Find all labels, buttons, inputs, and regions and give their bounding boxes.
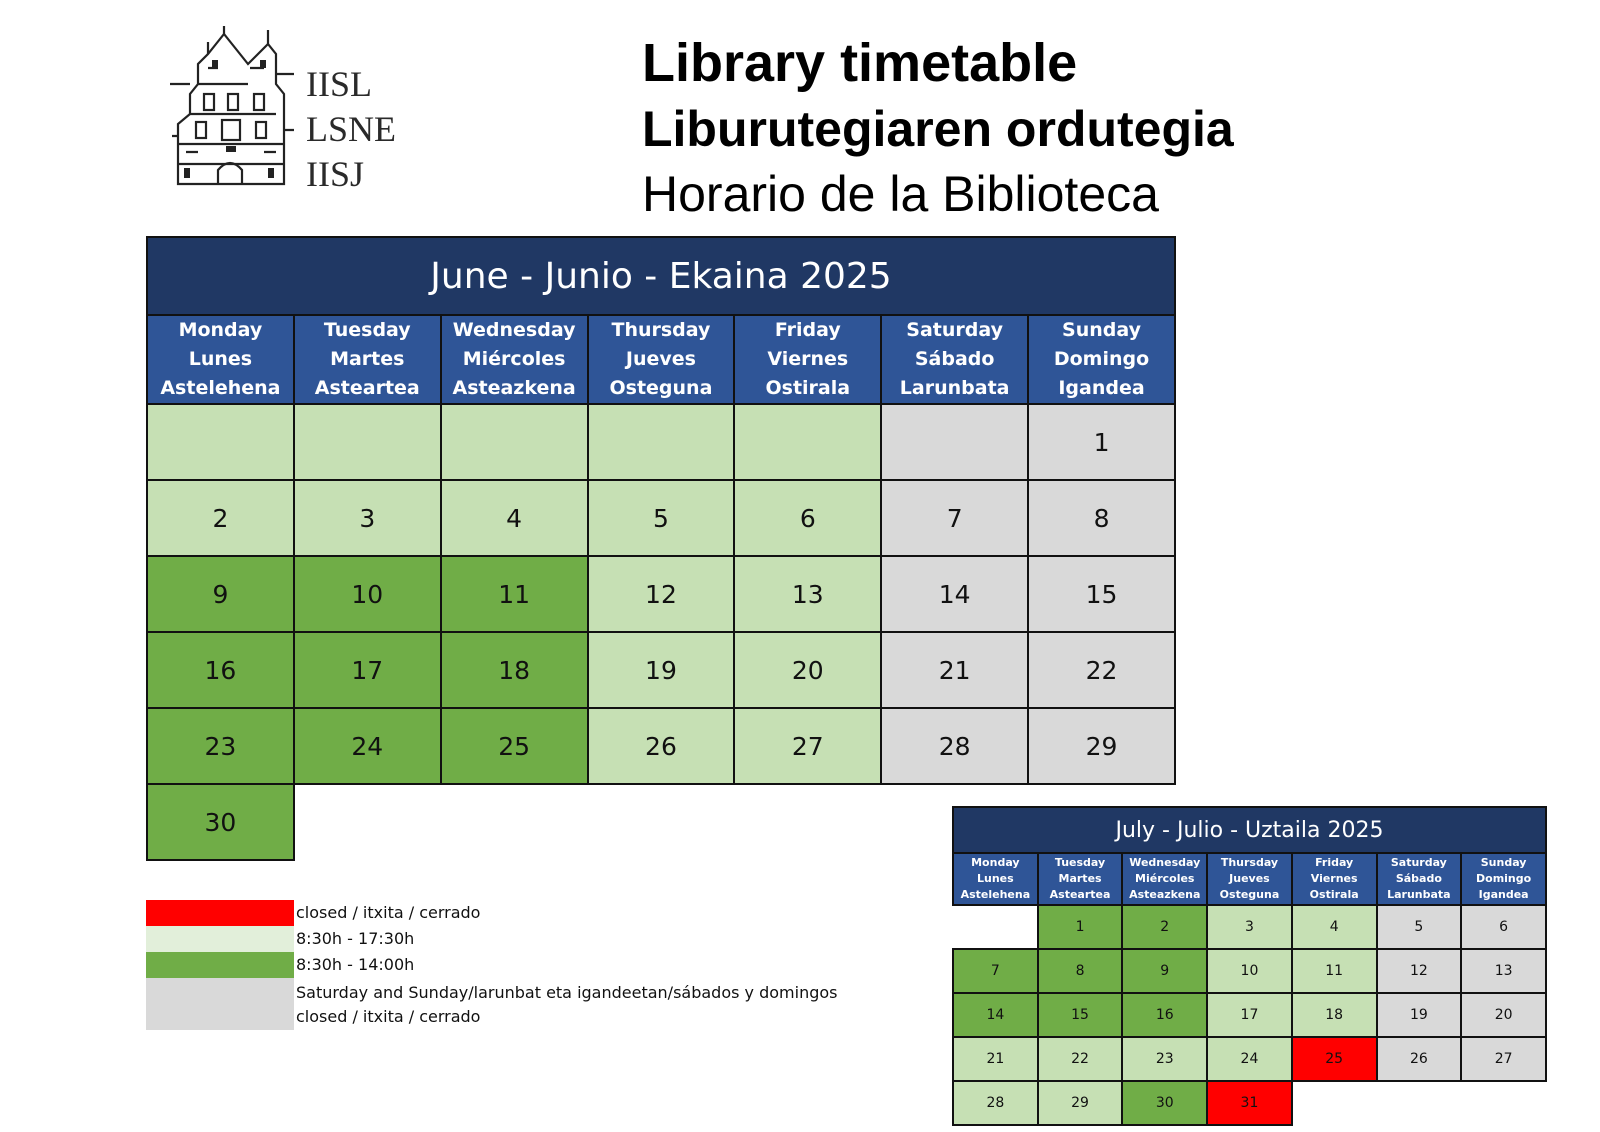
june-day-cell: 16 bbox=[147, 632, 294, 708]
june-day-cell: 18 bbox=[441, 632, 588, 708]
june-day-cell: 5 bbox=[588, 480, 735, 556]
legend-label-closed: closed / itxita / cerrado bbox=[296, 903, 481, 922]
june-day-cell: 13 bbox=[734, 556, 881, 632]
weekday-label: Asteazkena bbox=[1129, 888, 1201, 901]
weekday-label: Osteguna bbox=[1219, 888, 1280, 901]
june-day-cell: 23 bbox=[147, 708, 294, 784]
title-basque: Liburutegiaren ordutegia bbox=[642, 101, 1234, 157]
june-day-cell: 10 bbox=[294, 556, 441, 632]
june-day-cell: 19 bbox=[588, 632, 735, 708]
page-title bbox=[642, 30, 1234, 226]
july-day-cell: 4 bbox=[1292, 905, 1377, 949]
june-day-cell: 21 bbox=[881, 632, 1028, 708]
june-week-row bbox=[147, 404, 1175, 480]
july-day-cell: 8 bbox=[1038, 949, 1123, 993]
june-header: June - Junio - Ekaina 2025 bbox=[147, 237, 1175, 315]
june-day-cell: 22 bbox=[1028, 632, 1175, 708]
legend-label-full-day: 8:30h - 17:30h bbox=[296, 929, 415, 948]
june-day-cell: 27 bbox=[734, 708, 881, 784]
weekday-label: Larunbata bbox=[1387, 888, 1451, 901]
june-weekday-header bbox=[1028, 315, 1175, 404]
july-day-cell: 5 bbox=[1377, 905, 1462, 949]
july-day-cell: 12 bbox=[1377, 949, 1462, 993]
july-day-cell: 23 bbox=[1122, 1037, 1207, 1081]
june-day-cell: 28 bbox=[881, 708, 1028, 784]
weekday-label: Ostirala bbox=[1309, 888, 1359, 901]
logo-wordmark bbox=[306, 62, 396, 197]
weekday-label: Osteguna bbox=[609, 377, 713, 399]
june-day-cell: 2 bbox=[147, 480, 294, 556]
july-day-cell bbox=[1461, 1081, 1546, 1125]
june-weekday-row bbox=[147, 315, 1175, 404]
july-weekday-row bbox=[953, 853, 1546, 905]
july-day-cell: 21 bbox=[953, 1037, 1038, 1081]
weekday-label: Miércoles bbox=[1135, 872, 1195, 885]
weekday-label: Thursday bbox=[611, 319, 711, 341]
weekday-label: Sunday bbox=[1480, 856, 1527, 869]
july-weekday-header bbox=[1292, 853, 1377, 905]
weekday-label: Lunes bbox=[977, 872, 1014, 885]
legend-weekend-line-1: Saturday and Sunday/larunbat eta igandeetan/sábados y domingos bbox=[296, 983, 838, 1002]
july-day-cell: 16 bbox=[1122, 993, 1207, 1037]
july-weekday-header bbox=[1122, 853, 1207, 905]
june-day-cell bbox=[441, 404, 588, 480]
june-week-row bbox=[147, 708, 1175, 784]
june-day-cell: 12 bbox=[588, 556, 735, 632]
weekday-label: Miércoles bbox=[462, 348, 566, 370]
june-day-cell: 6 bbox=[734, 480, 881, 556]
june-day-cell: 3 bbox=[294, 480, 441, 556]
title-english: Library timetable bbox=[642, 33, 1078, 93]
july-day-cell: 24 bbox=[1207, 1037, 1292, 1081]
june-weekday-header bbox=[881, 315, 1028, 404]
july-day-cell: 26 bbox=[1377, 1037, 1462, 1081]
weekday-label: Martes bbox=[1058, 872, 1102, 885]
june-day-cell: 17 bbox=[294, 632, 441, 708]
weekday-label: Martes bbox=[330, 348, 405, 370]
july-day-cell: 28 bbox=[953, 1081, 1038, 1125]
july-week-row bbox=[953, 905, 1546, 949]
july-weekday-header bbox=[1377, 853, 1462, 905]
june-weekday-header bbox=[441, 315, 588, 404]
june-day-cell bbox=[294, 784, 441, 860]
legend-label-half-day: 8:30h - 14:00h bbox=[296, 955, 415, 974]
july-day-cell: 19 bbox=[1377, 993, 1462, 1037]
weekday-label: Larunbata bbox=[899, 377, 1010, 399]
legend-label-weekend bbox=[296, 981, 838, 1029]
june-week-row bbox=[147, 480, 1175, 556]
june-day-cell bbox=[588, 404, 735, 480]
weekday-label: Asteartea bbox=[1049, 888, 1111, 901]
july-day-cell: 18 bbox=[1292, 993, 1377, 1037]
july-weekday-header bbox=[1207, 853, 1292, 905]
building-icon bbox=[168, 24, 298, 194]
weekday-label: Asteartea bbox=[314, 377, 420, 399]
july-calendar bbox=[952, 806, 1547, 1126]
june-day-cell: 26 bbox=[588, 708, 735, 784]
june-day-cell: 24 bbox=[294, 708, 441, 784]
july-day-cell: 15 bbox=[1038, 993, 1123, 1037]
weekday-label: Sábado bbox=[914, 348, 995, 370]
weekday-label: Domingo bbox=[1053, 348, 1150, 370]
weekday-label: Jueves bbox=[1229, 872, 1270, 885]
july-day-cell bbox=[1292, 1081, 1377, 1125]
july-day-cell: 11 bbox=[1292, 949, 1377, 993]
logo-line-iisj: IISJ bbox=[306, 154, 365, 194]
july-day-cell: 2 bbox=[1122, 905, 1207, 949]
legend-swatch-weekend bbox=[146, 978, 294, 1030]
weekday-label: Jueves bbox=[625, 348, 696, 370]
june-day-cell bbox=[734, 784, 881, 860]
june-weekday-header bbox=[294, 315, 441, 404]
june-day-cell: 7 bbox=[881, 480, 1028, 556]
july-day-cell: 17 bbox=[1207, 993, 1292, 1037]
legend-weekend-line-2: closed / itxita / cerrado bbox=[296, 1007, 481, 1026]
july-header: July - Julio - Uztaila 2025 bbox=[953, 807, 1546, 853]
july-day-cell bbox=[1377, 1081, 1462, 1125]
weekday-label: Astelehena bbox=[160, 377, 281, 399]
june-day-cell: 4 bbox=[441, 480, 588, 556]
july-week-row bbox=[953, 949, 1546, 993]
weekday-label: Friday bbox=[1315, 856, 1354, 869]
june-day-cell: 1 bbox=[1028, 404, 1175, 480]
weekday-label: Thursday bbox=[1220, 856, 1279, 869]
weekday-label: Saturday bbox=[1390, 856, 1447, 869]
july-day-cell bbox=[953, 905, 1038, 949]
weekday-label: Igandea bbox=[1058, 377, 1145, 399]
weekday-label: Viernes bbox=[767, 348, 849, 370]
june-day-cell bbox=[441, 784, 588, 860]
weekday-label: Tuesday bbox=[323, 319, 411, 341]
june-day-cell: 30 bbox=[147, 784, 294, 860]
june-week-row bbox=[147, 632, 1175, 708]
july-weekday-header bbox=[1038, 853, 1123, 905]
july-day-cell: 30 bbox=[1122, 1081, 1207, 1125]
july-weekday-header bbox=[1461, 853, 1546, 905]
july-week-row bbox=[953, 993, 1546, 1037]
july-weekday-header bbox=[953, 853, 1038, 905]
june-weekday-header bbox=[588, 315, 735, 404]
weekday-label: Asteazkena bbox=[452, 377, 576, 399]
june-day-cell: 8 bbox=[1028, 480, 1175, 556]
june-week-row bbox=[147, 556, 1175, 632]
weekday-label: Ostirala bbox=[765, 377, 851, 399]
july-day-cell: 1 bbox=[1038, 905, 1123, 949]
weekday-label: Saturday bbox=[906, 319, 1003, 341]
weekday-label: Domingo bbox=[1476, 872, 1532, 885]
june-day-cell bbox=[734, 404, 881, 480]
june-day-cell bbox=[881, 404, 1028, 480]
logo-line-lsne: LSNE bbox=[306, 109, 396, 149]
institute-logo bbox=[168, 24, 408, 194]
june-day-cell: 11 bbox=[441, 556, 588, 632]
weekday-label: Astelehena bbox=[960, 888, 1031, 901]
june-weekday-header bbox=[734, 315, 881, 404]
weekday-label: Tuesday bbox=[1054, 856, 1106, 869]
july-day-cell: 6 bbox=[1461, 905, 1546, 949]
weekday-label: Sunday bbox=[1062, 319, 1142, 341]
title-spanish: Horario de la Biblioteca bbox=[642, 166, 1159, 222]
july-day-cell: 27 bbox=[1461, 1037, 1546, 1081]
july-week-row bbox=[953, 1037, 1546, 1081]
june-day-cell: 25 bbox=[441, 708, 588, 784]
weekday-label: Viernes bbox=[1310, 872, 1358, 885]
june-day-cell bbox=[588, 784, 735, 860]
july-week-row bbox=[953, 1081, 1546, 1125]
weekday-label: Igandea bbox=[1478, 888, 1529, 901]
june-day-cell: 14 bbox=[881, 556, 1028, 632]
logo-line-iisl: IISL bbox=[306, 64, 372, 104]
weekday-label: Friday bbox=[774, 319, 841, 341]
weekday-label: Monday bbox=[971, 856, 1020, 869]
july-day-cell: 20 bbox=[1461, 993, 1546, 1037]
weekday-label: Wednesday bbox=[452, 319, 576, 341]
weekday-label: Monday bbox=[178, 319, 263, 341]
july-day-cell: 29 bbox=[1038, 1081, 1123, 1125]
legend-swatch-full-day bbox=[146, 926, 294, 952]
july-day-cell: 31 bbox=[1207, 1081, 1292, 1125]
june-day-cell: 9 bbox=[147, 556, 294, 632]
july-day-cell: 9 bbox=[1122, 949, 1207, 993]
june-calendar bbox=[146, 236, 1176, 861]
july-day-cell: 14 bbox=[953, 993, 1038, 1037]
weekday-label: Lunes bbox=[188, 348, 253, 370]
weekday-label: Sábado bbox=[1395, 872, 1442, 885]
legend-swatch-half-day bbox=[146, 952, 294, 978]
july-day-cell: 10 bbox=[1207, 949, 1292, 993]
june-day-cell: 15 bbox=[1028, 556, 1175, 632]
july-day-cell: 13 bbox=[1461, 949, 1546, 993]
june-weekday-header bbox=[147, 315, 294, 404]
june-day-cell: 29 bbox=[1028, 708, 1175, 784]
june-day-cell bbox=[294, 404, 441, 480]
july-day-cell: 7 bbox=[953, 949, 1038, 993]
july-day-cell: 22 bbox=[1038, 1037, 1123, 1081]
june-day-cell bbox=[147, 404, 294, 480]
june-day-cell: 20 bbox=[734, 632, 881, 708]
july-day-cell: 25 bbox=[1292, 1037, 1377, 1081]
legend-swatch-closed bbox=[146, 900, 294, 926]
july-day-cell: 3 bbox=[1207, 905, 1292, 949]
weekday-label: Wednesday bbox=[1129, 856, 1201, 869]
